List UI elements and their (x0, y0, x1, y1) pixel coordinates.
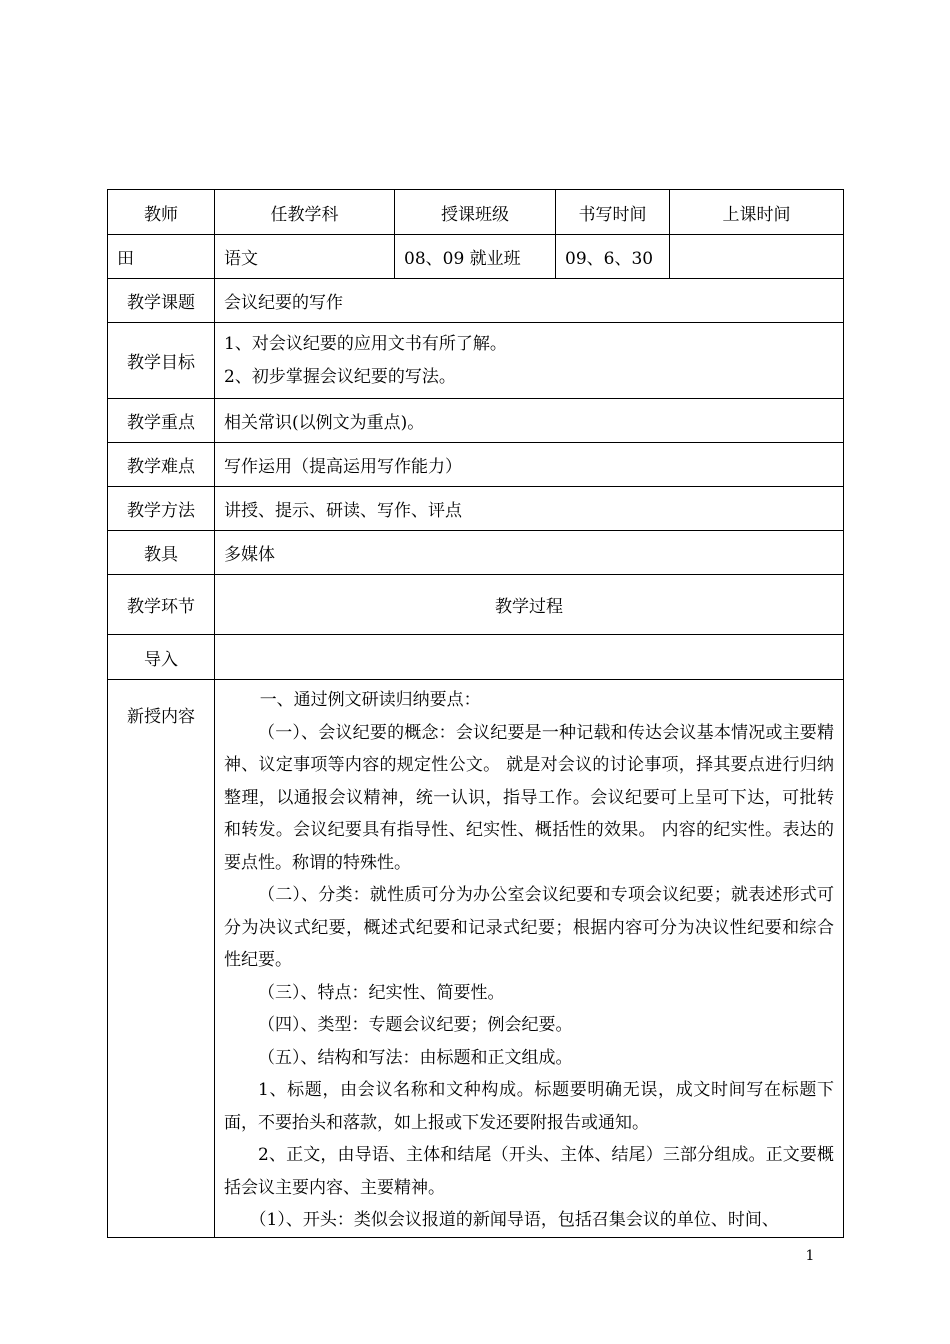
topic-row (108, 279, 844, 323)
goal-row (108, 323, 844, 399)
topic-value: 会议纪要的写作 (215, 279, 844, 323)
subject-value: 语文 (215, 235, 395, 279)
page-number: 1 (805, 1248, 815, 1264)
goal-item-1: 1、对会议纪要的应用文书有所了解。 (224, 333, 507, 354)
teacher-value: 田 (108, 235, 215, 279)
intro-value (215, 635, 844, 680)
content-paragraph-4: （三）、特点：纪实性、简要性。 (258, 982, 505, 1003)
new-content-label: 新授内容 (108, 680, 215, 1238)
method-row (108, 487, 844, 531)
tools-row (108, 531, 844, 575)
difficulty-label: 教学难点 (108, 443, 215, 487)
step-label: 教学环节 (108, 575, 215, 635)
class-value: 08、09 就业班 (395, 235, 556, 279)
subject-header: 任教学科 (215, 190, 395, 235)
topic-label: 教学课题 (108, 279, 215, 323)
process-label: 教学过程 (215, 575, 844, 635)
method-value: 讲授、提示、研读、写作、评点 (215, 487, 844, 531)
info-row (108, 235, 844, 279)
difficulty-row (108, 443, 844, 487)
content-paragraph-9: （1）、开头：类似会议报道的新闻导语，包括召集会议的单位、时间、 (249, 1210, 779, 1230)
method-label: 教学方法 (108, 487, 215, 531)
write-time-value: 09、6、30 (556, 235, 670, 279)
content-paragraph-6: （五）、结构和写法：由标题和正文组成。 (258, 1047, 573, 1068)
tools-label: 教具 (108, 531, 215, 575)
teacher-header: 教师 (108, 190, 215, 235)
content-paragraph-3: （二）、分类：就性质可分为办公室会议纪要和专项会议纪要；就表述形式可分为决议式纪要，概述式纪要和记录式纪要；根据内容可分为决议性纪要和综合性纪要。 (224, 885, 834, 970)
difficulty-value: 写作运用（提高运用写作能力） (215, 443, 844, 487)
step-row (108, 575, 844, 635)
key-value: 相关常识(以例文为重点)。 (215, 399, 844, 443)
write-time-header: 书写时间 (556, 190, 670, 235)
class-time-header: 上课时间 (670, 190, 844, 235)
content-paragraph-2: （一）、会议纪要的概念：会议纪要是一种记载和传达会议基本情况或主要精神、议定事项等内容的规定性公文。 就是对会议的讨论事项，择其要点进行归纳整理，以通报会议精神，统一认识，指导工作。会议纪要可上呈可下达，可批转和转发。会议纪要具有指导性、纪实性、概括性的效果。 内容的纪实性。表达的要点性。称谓的特殊性。 (224, 722, 834, 873)
class-time-value (670, 235, 844, 279)
content-paragraph-7: 1、标题，由会议名称和文种构成。标题要明确无误，成文时间写在标题下面，不要抬头和落款，如上报或下发还要附报告或通知。 (224, 1080, 834, 1133)
goal-item-2: 2、初步掌握会议纪要的写法。 (224, 366, 456, 387)
new-content-row (108, 680, 844, 1238)
goal-label: 教学目标 (108, 323, 215, 399)
goal-value (215, 323, 844, 399)
key-label: 教学重点 (108, 399, 215, 443)
intro-row (108, 635, 844, 680)
intro-label: 导入 (108, 635, 215, 680)
content-paragraph-5: （四）、类型：专题会议纪要；例会纪要。 (258, 1015, 573, 1035)
lesson-plan-table (107, 189, 844, 1238)
key-row (108, 399, 844, 443)
new-content-body (215, 680, 844, 1238)
header-row (108, 190, 844, 235)
content-paragraph-8: 2、正文，由导语、主体和结尾（开头、主体、结尾）三部分组成。正文要概括会议主要内容、主要精神。 (224, 1145, 834, 1198)
tools-value: 多媒体 (215, 531, 844, 575)
content-paragraph-1: 一、通过例文研读归纳要点： (259, 690, 481, 710)
class-header: 授课班级 (395, 190, 556, 235)
